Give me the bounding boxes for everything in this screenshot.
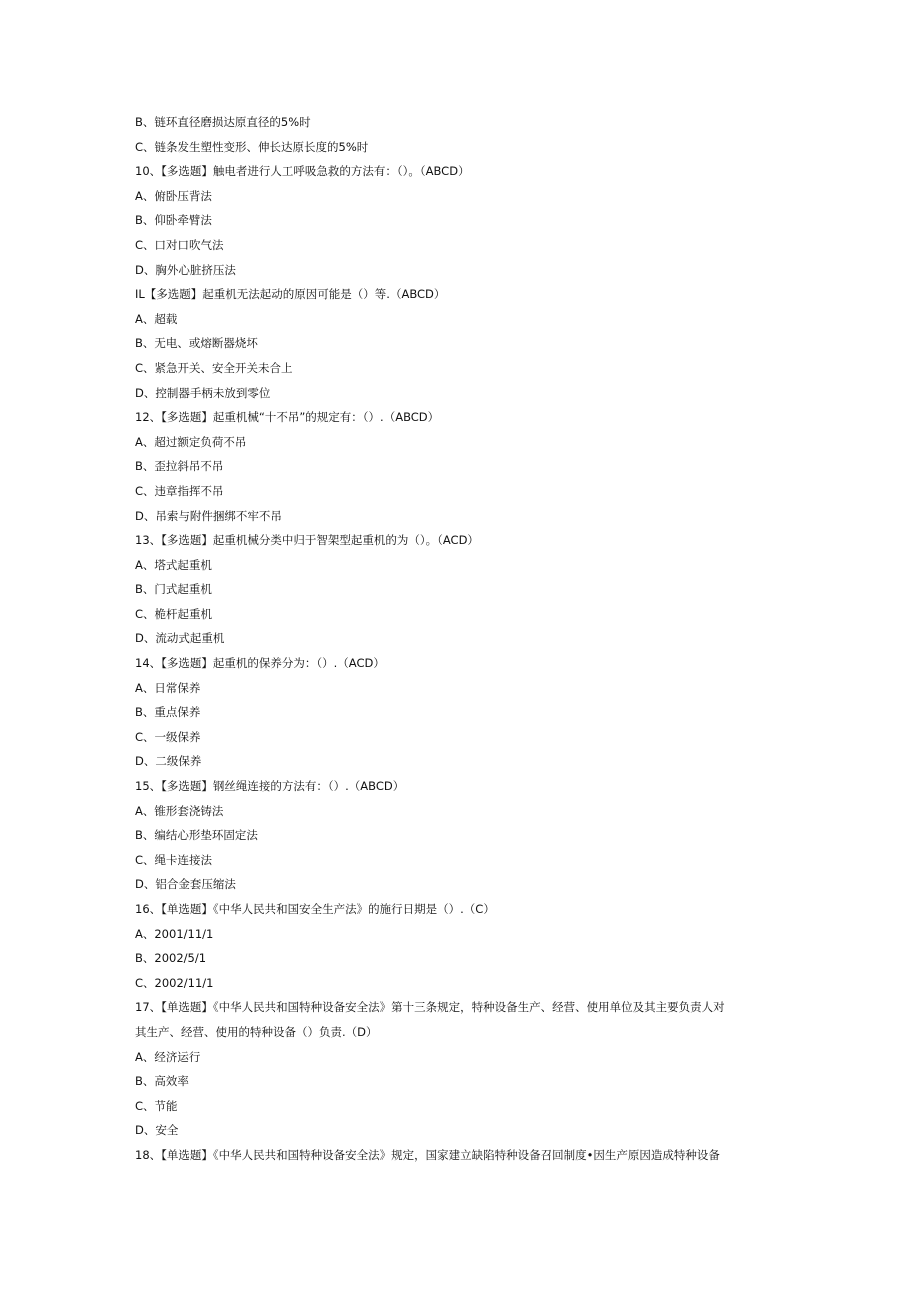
option-b: B、无电、或熔断器烧坏 bbox=[135, 336, 258, 351]
option-c: C、2002/11/1 bbox=[135, 975, 214, 990]
option-c: C、口对口吹气法 bbox=[135, 237, 224, 252]
option-b: B、编结心形垫环固定法 bbox=[135, 828, 258, 843]
option-b: B、门式起重机 bbox=[135, 582, 212, 597]
option-a: A、经济运行 bbox=[135, 1049, 201, 1064]
option-c: C、一级保养 bbox=[135, 729, 201, 744]
question-17: 17、【单选题】《中华人民共和国特种设备安全法》第十三条规定，特种设备生产、经营、使用单位及其主要负责人对 bbox=[135, 1000, 725, 1015]
question-10: 10、【多选题】触电者进行人工呼吸急救的方法有：（）。（ABCD） bbox=[135, 164, 470, 179]
option-d: D、吊索与附件捆绑不牢不吊 bbox=[135, 508, 282, 523]
option-a: A、日常保养 bbox=[135, 680, 201, 695]
option-c: C、紧急开关、安全开关未合上 bbox=[135, 360, 293, 375]
option-b: B、仰卧牵臂法 bbox=[135, 213, 212, 228]
option-d: D、流动式起重机 bbox=[135, 631, 225, 646]
option-d: D、铝合金套压缩法 bbox=[135, 877, 236, 892]
option-b: B、歪拉斜吊不吊 bbox=[135, 459, 224, 474]
question-18: 18、【单选题】《中华人民共和国特种设备安全法》规定，国家建立缺陷特种设备召回制度•因生产原因造成特种设备 bbox=[135, 1147, 720, 1162]
option-a: A、塔式起重机 bbox=[135, 557, 212, 572]
option-b: B、高效率 bbox=[135, 1074, 189, 1089]
document-body bbox=[135, 110, 785, 1168]
option-a: A、超过额定负荷不吊 bbox=[135, 434, 247, 449]
option-b: B、链环直径磨损达原直径的5%时 bbox=[135, 115, 311, 129]
option-c: C、违章指挥不吊 bbox=[135, 483, 224, 498]
option-d: D、胸外心脏挤压法 bbox=[135, 262, 236, 277]
option-a: A、俯卧压背法 bbox=[135, 188, 212, 203]
option-a: A、锥形套浇铸法 bbox=[135, 803, 224, 818]
option-b: B、重点保养 bbox=[135, 705, 201, 720]
question-13: 13、【多选题】起重机械分类中归于智架型起重机的为（）。（ACD） bbox=[135, 533, 479, 548]
option-a: A、超载 bbox=[135, 311, 178, 326]
option-b: B、2002/5/1 bbox=[135, 951, 207, 966]
question-12: 12、【多选题】起重机械“十不吊”的规定有：（）.（ABCD） bbox=[135, 410, 440, 425]
option-c: C、节能 bbox=[135, 1098, 178, 1113]
option-c: C、绳卡连接法 bbox=[135, 852, 213, 867]
question-11: IL【多选题】起重机无法起动的原因可能是（）等.（ABCD） bbox=[135, 287, 446, 302]
option-a: A、2001/11/1 bbox=[135, 926, 214, 941]
option-d: D、安全 bbox=[135, 1123, 179, 1138]
question-15: 15、【多选题】钢丝绳连接的方法有：（）.（ABCD） bbox=[135, 779, 405, 794]
question-16: 16、【单选题】《中华人民共和国安全生产法》的施行日期是（）.（C） bbox=[135, 902, 495, 916]
question-17-continuation: 其生产、经营、使用的特种设备（）负责.（D） bbox=[135, 1024, 378, 1039]
question-14: 14、【多选题】起重机的保养分为：（）.（ACD） bbox=[135, 656, 385, 671]
option-d: D、二级保养 bbox=[135, 754, 202, 769]
option-c: C、链条发生塑性变形、伸长达原长度的5%时 bbox=[135, 139, 369, 154]
option-c: C、桅杆起重机 bbox=[135, 606, 213, 621]
option-d: D、控制器手柄未放到零位 bbox=[135, 385, 271, 400]
